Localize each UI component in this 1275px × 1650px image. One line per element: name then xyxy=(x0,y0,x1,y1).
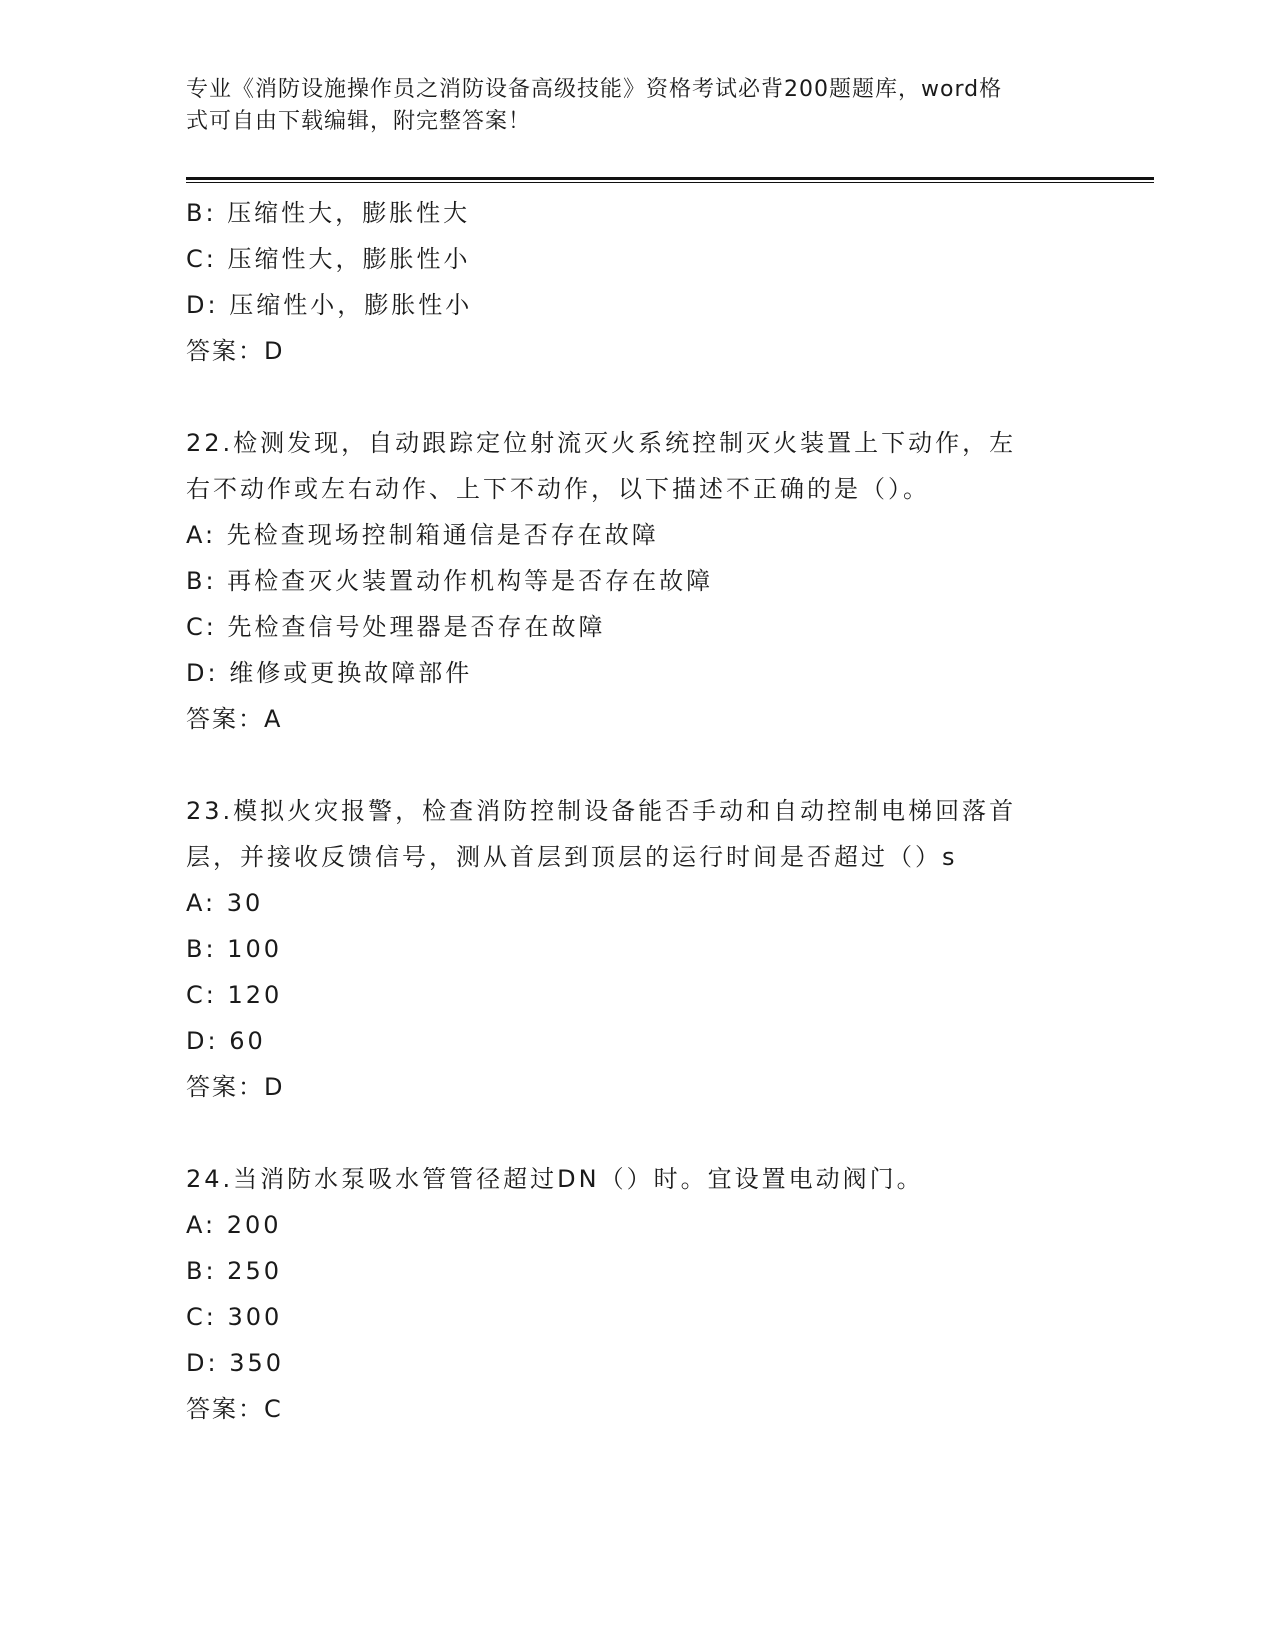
option-c: C: 120 xyxy=(186,981,283,1009)
answer-line: 答案：D xyxy=(186,337,285,365)
option-b: B: 100 xyxy=(186,935,282,963)
option-b: B: 250 xyxy=(186,1257,282,1285)
answer-line: 答案：D xyxy=(186,1073,285,1101)
spacer xyxy=(186,374,1086,420)
question-24 xyxy=(186,1156,1086,1432)
header-line-2: 式可自由下载编辑，附完整答案！ xyxy=(186,109,532,134)
spacer xyxy=(186,1110,1086,1156)
option-d: D: 350 xyxy=(186,1349,285,1377)
question-text-line-1: 22.检测发现，自动跟踪定位射流灭火系统控制灭火装置上下动作，左 xyxy=(186,429,1017,457)
option-c: C: 压缩性大，膨胀性小 xyxy=(186,245,471,273)
option-c: C: 300 xyxy=(186,1303,283,1331)
answer-line: 答案：A xyxy=(186,705,283,733)
option-a: A: 先检查现场控制箱通信是否存在故障 xyxy=(186,521,659,549)
document-content xyxy=(186,190,1086,1432)
option-c: C: 先检查信号处理器是否存在故障 xyxy=(186,613,606,641)
document-header xyxy=(186,74,1066,138)
option-b: B: 再检查灭火装置动作机构等是否存在故障 xyxy=(186,567,714,595)
option-d: D: 维修或更换故障部件 xyxy=(186,659,473,687)
question-text-line-1: 24.当消防水泵吸水管管径超过DN（）时。宜设置电动阀门。 xyxy=(186,1165,924,1193)
question-text-line-2: 右不动作或左右动作、上下不动作，以下描述不正确的是（）。 xyxy=(186,475,930,503)
option-a: A: 200 xyxy=(186,1211,282,1239)
answer-line: 答案：C xyxy=(186,1395,283,1423)
option-b: B: 压缩性大，膨胀性大 xyxy=(186,199,471,227)
question-21-continued xyxy=(186,190,1086,374)
question-text-line-2: 层，并接收反馈信号，测从首层到顶层的运行时间是否超过（）s xyxy=(186,843,958,871)
spacer xyxy=(186,742,1086,788)
question-22 xyxy=(186,420,1086,742)
question-text-line-1: 23.模拟火灾报警，检查消防控制设备能否手动和自动控制电梯回落首 xyxy=(186,797,1017,825)
header-rule-thick xyxy=(186,177,1154,180)
option-d: D: 60 xyxy=(186,1027,266,1055)
option-d: D: 压缩性小，膨胀性小 xyxy=(186,291,473,319)
option-a: A: 30 xyxy=(186,889,264,917)
header-line-1: 专业《消防设施操作员之消防设备高级技能》资格考试必背200题题库，word格 xyxy=(186,77,1003,102)
question-23 xyxy=(186,788,1086,1110)
header-rule-thin xyxy=(186,182,1154,183)
